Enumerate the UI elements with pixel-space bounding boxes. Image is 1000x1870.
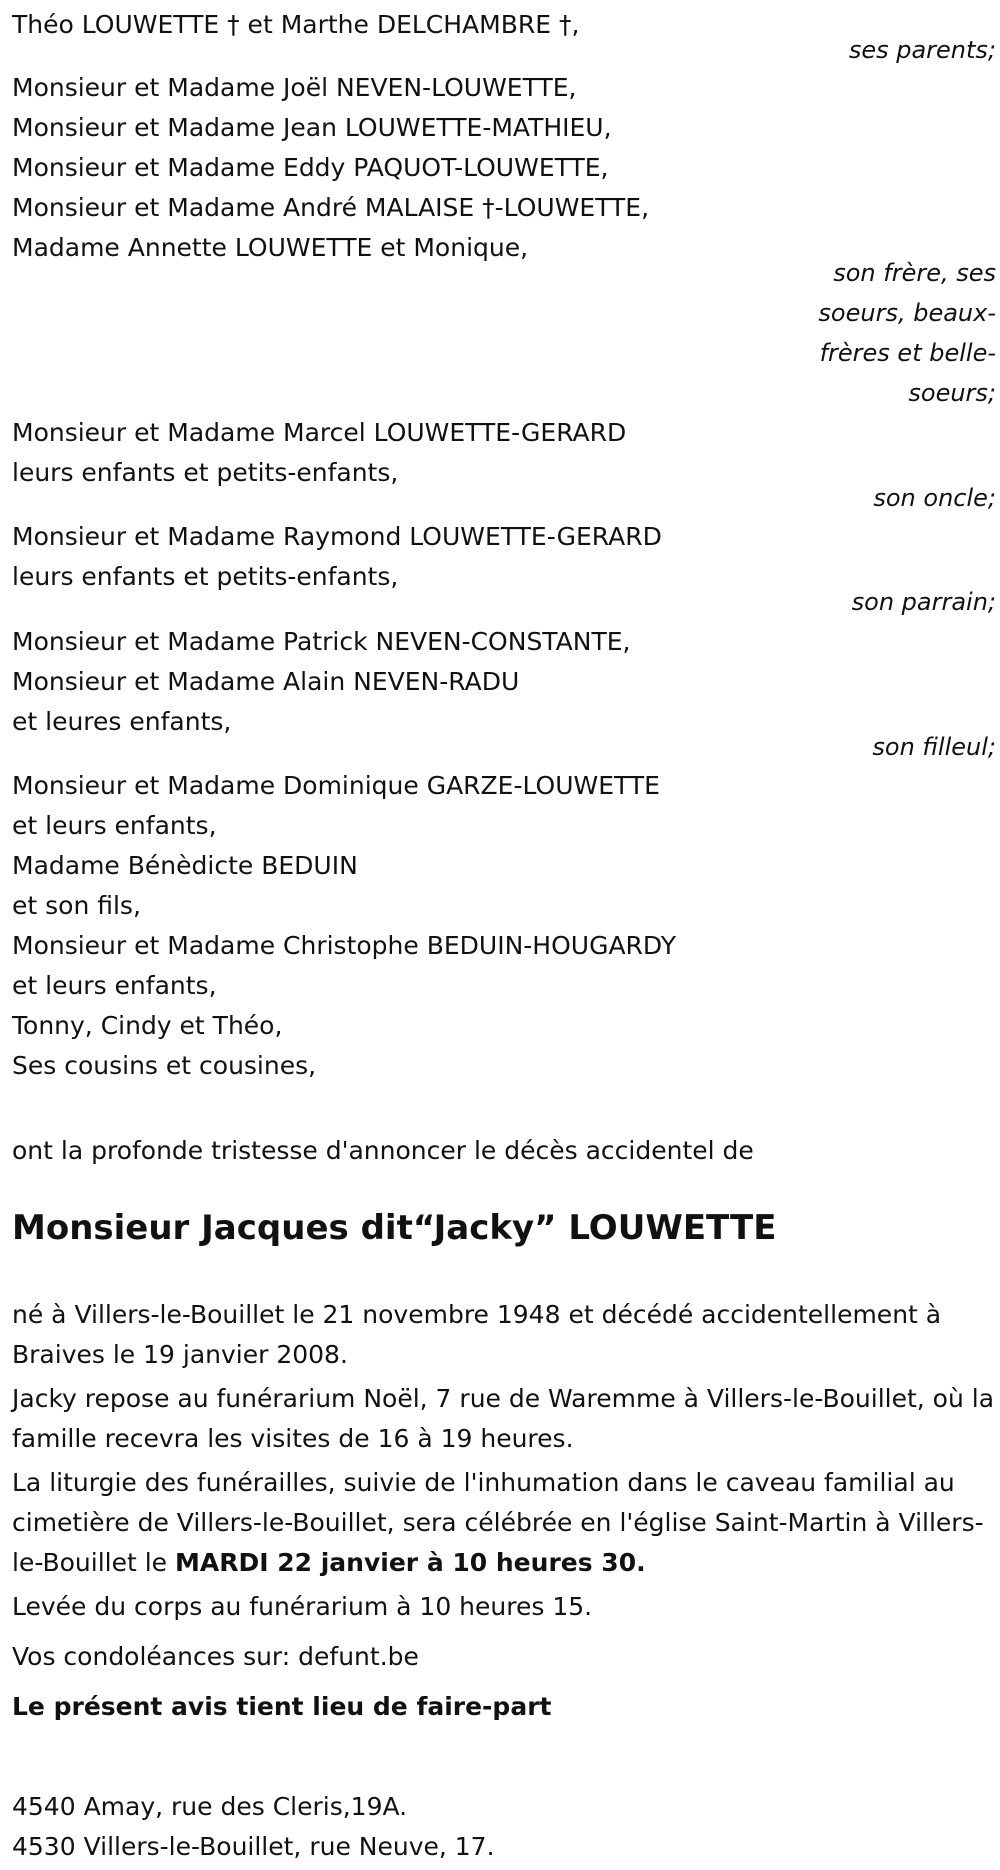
address-line: 4530 Villers-le-Bouillet, rue Neuve, 17. — [12, 1832, 495, 1861]
deceased-name: Monsieur Jacques dit“Jacky” LOUWETTE — [12, 1208, 777, 1248]
family-line: Monsieur et Madame Alain NEVEN-RADU — [12, 667, 520, 696]
family-line: Ses cousins et cousines, — [12, 1051, 317, 1080]
family-role: ses parents; — [848, 36, 996, 64]
family-role: soeurs; — [908, 379, 996, 407]
family-role: son oncle; — [873, 484, 996, 512]
condolences-text: Vos condoléances sur: defunt.be — [12, 1642, 419, 1671]
family-line: et leures enfants, — [12, 707, 232, 736]
family-line: Monsieur et Madame André MALAISE †-LOUWETTE, — [12, 193, 650, 222]
family-line: Monsieur et Madame Marcel LOUWETTE-GERARD — [12, 418, 627, 447]
family-line: Madame Bénèdicte BEDUIN — [12, 851, 358, 880]
liturgy-text: La liturgie des funérailles, suivie de l'inhumation dans le caveau familial au cimetière de Villers-le-Bouillet, sera célébrée en l'église Saint-Martin à Villers-le-Bouillet le MARDI 22 janvier à 10 heures 30. — [12, 1468, 984, 1577]
family-line: et leurs enfants, — [12, 971, 217, 1000]
family-role: son parrain; — [851, 588, 996, 616]
family-line: Monsieur et Madame Jean LOUWETTE-MATHIEU, — [12, 113, 612, 142]
family-line: et son fils, — [12, 891, 141, 920]
birth-death-text: né à Villers-le-Bouillet le 21 novembre 1948 et décédé accidentellement à Braives le 19 janvier 2008. — [12, 1300, 942, 1369]
family-line: et leurs enfants, — [12, 811, 217, 840]
family-line: Monsieur et Madame Patrick NEVEN-CONSTANTE, — [12, 627, 631, 656]
family-role: frères et belle- — [819, 339, 996, 367]
liturgy-date: MARDI 22 janvier à 10 heures 30. — [175, 1548, 646, 1577]
levee-text: Levée du corps au funérarium à 10 heures 15. — [12, 1592, 593, 1621]
family-line: leurs enfants et petits-enfants, — [12, 562, 399, 591]
family-line: leurs enfants et petits-enfants, — [12, 458, 399, 487]
family-line: Monsieur et Madame Dominique GARZE-LOUWETTE — [12, 771, 660, 800]
family-line: Théo LOUWETTE † et Marthe DELCHAMBRE †, — [12, 10, 580, 39]
address-line: 4540 Amay, rue des Cleris,19A. — [12, 1792, 408, 1821]
family-line: Madame Annette LOUWETTE et Monique, — [12, 233, 529, 262]
family-line: Monsieur et Madame Christophe BEDUIN-HOUGARDY — [12, 931, 677, 960]
faire-part-text: Le présent avis tient lieu de faire-part — [12, 1692, 552, 1721]
family-role: soeurs, beaux- — [818, 299, 996, 327]
family-line: Monsieur et Madame Eddy PAQUOT-LOUWETTE, — [12, 153, 609, 182]
family-role: son filleul; — [872, 733, 996, 761]
family-line: Tonny, Cindy et Théo, — [12, 1011, 283, 1040]
funerarium-text: Jacky repose au funérarium Noël, 7 rue de Waremme à Villers-le-Bouillet, où la famille recevra les visites de 16 à 19 heures. — [12, 1384, 995, 1453]
announcement-text: ont la profonde tristesse d'annoncer le décès accidentel de — [12, 1136, 754, 1165]
family-line: Monsieur et Madame Joël NEVEN-LOUWETTE, — [12, 73, 577, 102]
family-line: Monsieur et Madame Raymond LOUWETTE-GERARD — [12, 522, 662, 551]
family-role: son frère, ses — [833, 259, 996, 287]
